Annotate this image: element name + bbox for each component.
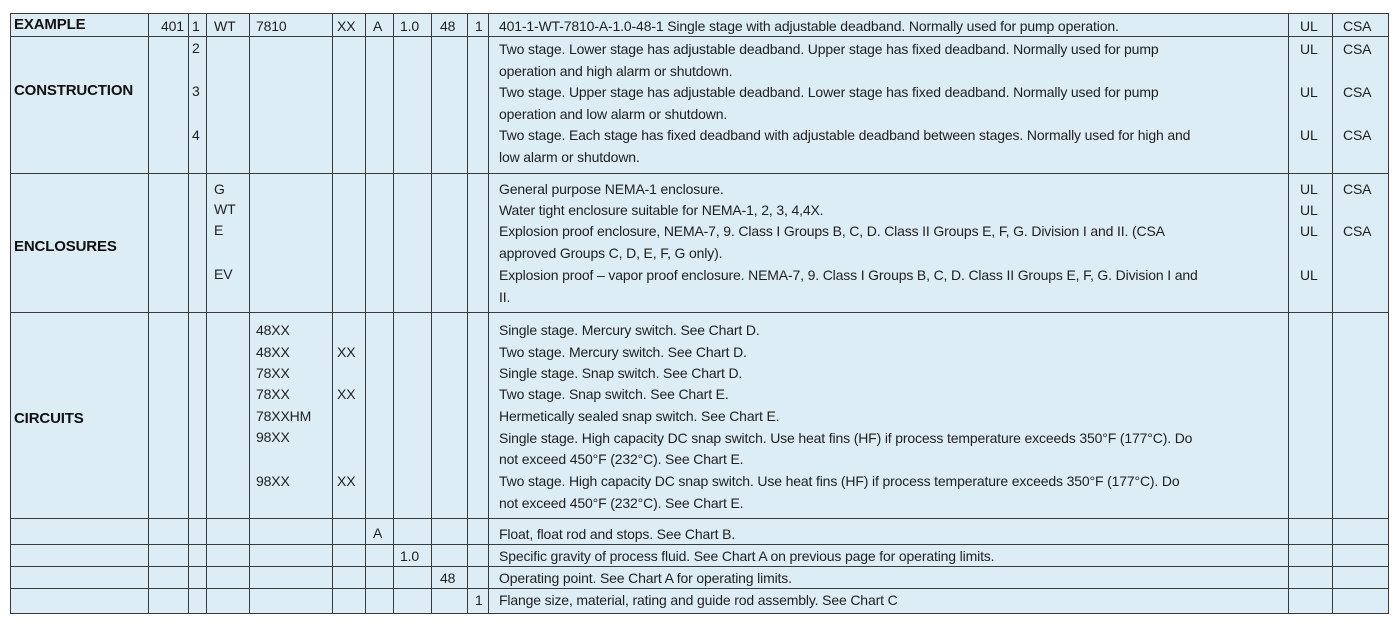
enclosures-desc-line: II. [499, 289, 511, 305]
model-code-table [10, 13, 1389, 614]
example-operating-point: 48 [440, 18, 456, 34]
circuits-desc-line: Two stage. High capacity DC snap switch. Use heat fins (HF) if process temperature exceeds 350°F (177°C). Do [499, 473, 1180, 489]
example-gravity: 1.0 [400, 18, 420, 34]
col-divider [1332, 14, 1333, 613]
construction-csa: CSA [1343, 41, 1372, 57]
col-divider [332, 14, 333, 613]
circuits-desc-line: Single stage. Mercury switch. See Chart D. [499, 322, 760, 338]
enclosures-label: ENCLOSURES [14, 238, 117, 255]
circuit-suffix-code: XX [337, 344, 356, 360]
example-series: 401 [161, 18, 184, 34]
construction-code: 4 [192, 127, 200, 143]
gravity-description: Specific gravity of process fluid. See Chart A on previous page for operating limits. [499, 548, 995, 564]
operating-point-code: 48 [440, 570, 456, 586]
flange-code: 1 [475, 592, 483, 608]
col-divider [393, 14, 394, 613]
circuits-desc-line: Single stage. High capacity DC snap switch. Use heat fins (HF) if process temperature exceeds 350°F (177°C). Do [499, 430, 1193, 446]
construction-label: CONSTRUCTION [14, 82, 134, 99]
float-code: A [373, 525, 383, 541]
row-divider [11, 312, 1388, 313]
construction-csa: CSA [1343, 127, 1372, 143]
construction-ul: UL [1300, 84, 1318, 100]
construction-code: 2 [192, 40, 200, 56]
enclosures-csa: CSA [1343, 223, 1372, 239]
circuit-code: 78XXHM [256, 408, 312, 424]
construction-desc-line: operation and high alarm or shutdown. [499, 63, 733, 79]
circuit-code: 48XX [256, 322, 290, 338]
enclosures-ul: UL [1300, 267, 1318, 283]
construction-csa: CSA [1343, 84, 1372, 100]
example-float: A [373, 18, 383, 34]
enclosures-desc-line: Explosion proof – vapor proof enclosure. NEMA-7, 9. Class I Groups B, C, D. Class II Groups E, F, G. Division I and [499, 267, 1198, 283]
flange-description: Flange size, material, rating and guide rod assembly. See Chart C [499, 592, 898, 608]
construction-desc-line: low alarm or shutdown. [499, 149, 640, 165]
row-divider [11, 544, 1388, 545]
row-divider [11, 518, 1388, 519]
float-description: Float, float rod and stops. See Chart B. [499, 526, 736, 542]
circuit-suffix-code: XX [337, 386, 356, 402]
col-divider [431, 14, 432, 613]
circuits-desc-line: Two stage. Snap switch. See Chart E. [499, 386, 729, 402]
construction-desc-line: Two stage. Each stage has fixed deadband with adjustable deadband between stages. Normally used for high and [499, 127, 1191, 143]
example-enclosure: WT [214, 18, 236, 34]
construction-desc-line: operation and low alarm or shutdown. [499, 106, 728, 122]
circuit-code: 78XX [256, 386, 290, 402]
enclosures-desc-line: General purpose NEMA-1 enclosure. [499, 181, 724, 197]
enclosure-code: EV [214, 266, 233, 282]
col-divider [206, 14, 207, 613]
construction-desc-line: Two stage. Upper stage has adjustable deadband. Lower stage has fixed deadband. Normally used for pump [499, 84, 1159, 100]
gravity-code: 1.0 [400, 548, 420, 564]
enclosures-ul: UL [1300, 202, 1318, 218]
row-divider [11, 566, 1388, 567]
enclosures-ul: UL [1300, 223, 1318, 239]
example-circuit: 7810 [256, 18, 287, 34]
circuit-code: 78XX [256, 365, 290, 381]
enclosures-ul: UL [1300, 181, 1318, 197]
col-divider [148, 14, 149, 613]
example-construction: 1 [192, 18, 200, 34]
col-divider [1288, 14, 1289, 613]
example-ul: UL [1300, 18, 1318, 34]
circuits-desc-line: not exceed 450°F (232°C). See Chart E. [499, 451, 744, 467]
example-csa: CSA [1343, 18, 1372, 34]
enclosure-code: G [214, 181, 225, 197]
col-divider [467, 14, 468, 613]
example-circuit-suffix: XX [337, 18, 356, 34]
row-divider [11, 36, 1388, 37]
enclosure-code: E [214, 222, 224, 238]
operating-point-description: Operating point. See Chart A for operating limits. [499, 570, 792, 586]
example-label: EXAMPLE [14, 16, 86, 33]
circuit-code: 98XX [256, 429, 290, 445]
construction-code: 3 [192, 83, 200, 99]
circuit-suffix-code: XX [337, 473, 356, 489]
row-divider [11, 588, 1388, 589]
circuit-code: 48XX [256, 344, 290, 360]
example-flange: 1 [475, 18, 483, 34]
col-divider [249, 14, 250, 613]
example-description: 401-1-WT-7810-A-1.0-48-1 Single stage with adjustable deadband. Normally used for pump operation. [499, 18, 1119, 34]
circuits-desc-line: Single stage. Snap switch. See Chart D. [499, 365, 743, 381]
enclosures-desc-line: approved Groups C, D, E, F, G only). [499, 245, 723, 261]
circuits-desc-line: Two stage. Mercury switch. See Chart D. [499, 344, 747, 360]
circuits-desc-line: not exceed 450°F (232°C). See Chart E. [499, 495, 744, 511]
construction-ul: UL [1300, 127, 1318, 143]
circuits-desc-line: Hermetically sealed snap switch. See Chart E. [499, 408, 780, 424]
circuits-label: CIRCUITS [14, 410, 84, 427]
col-divider [365, 14, 366, 613]
enclosures-desc-line: Water tight enclosure suitable for NEMA-1, 2, 3, 4,4X. [499, 202, 824, 218]
enclosure-code: WT [214, 201, 236, 217]
enclosures-desc-line: Explosion proof enclosure, NEMA-7, 9. Class I Groups B, C, D. Class II Groups E, F, G. Division I and II. (CSA [499, 223, 1165, 239]
row-divider [11, 173, 1388, 174]
enclosures-csa: CSA [1343, 181, 1372, 197]
col-divider [488, 14, 489, 613]
circuit-code: 98XX [256, 473, 290, 489]
construction-desc-line: Two stage. Lower stage has adjustable deadband. Upper stage has fixed deadband. Normally used for pump [499, 41, 1159, 57]
construction-ul: UL [1300, 41, 1318, 57]
col-divider [188, 14, 189, 613]
